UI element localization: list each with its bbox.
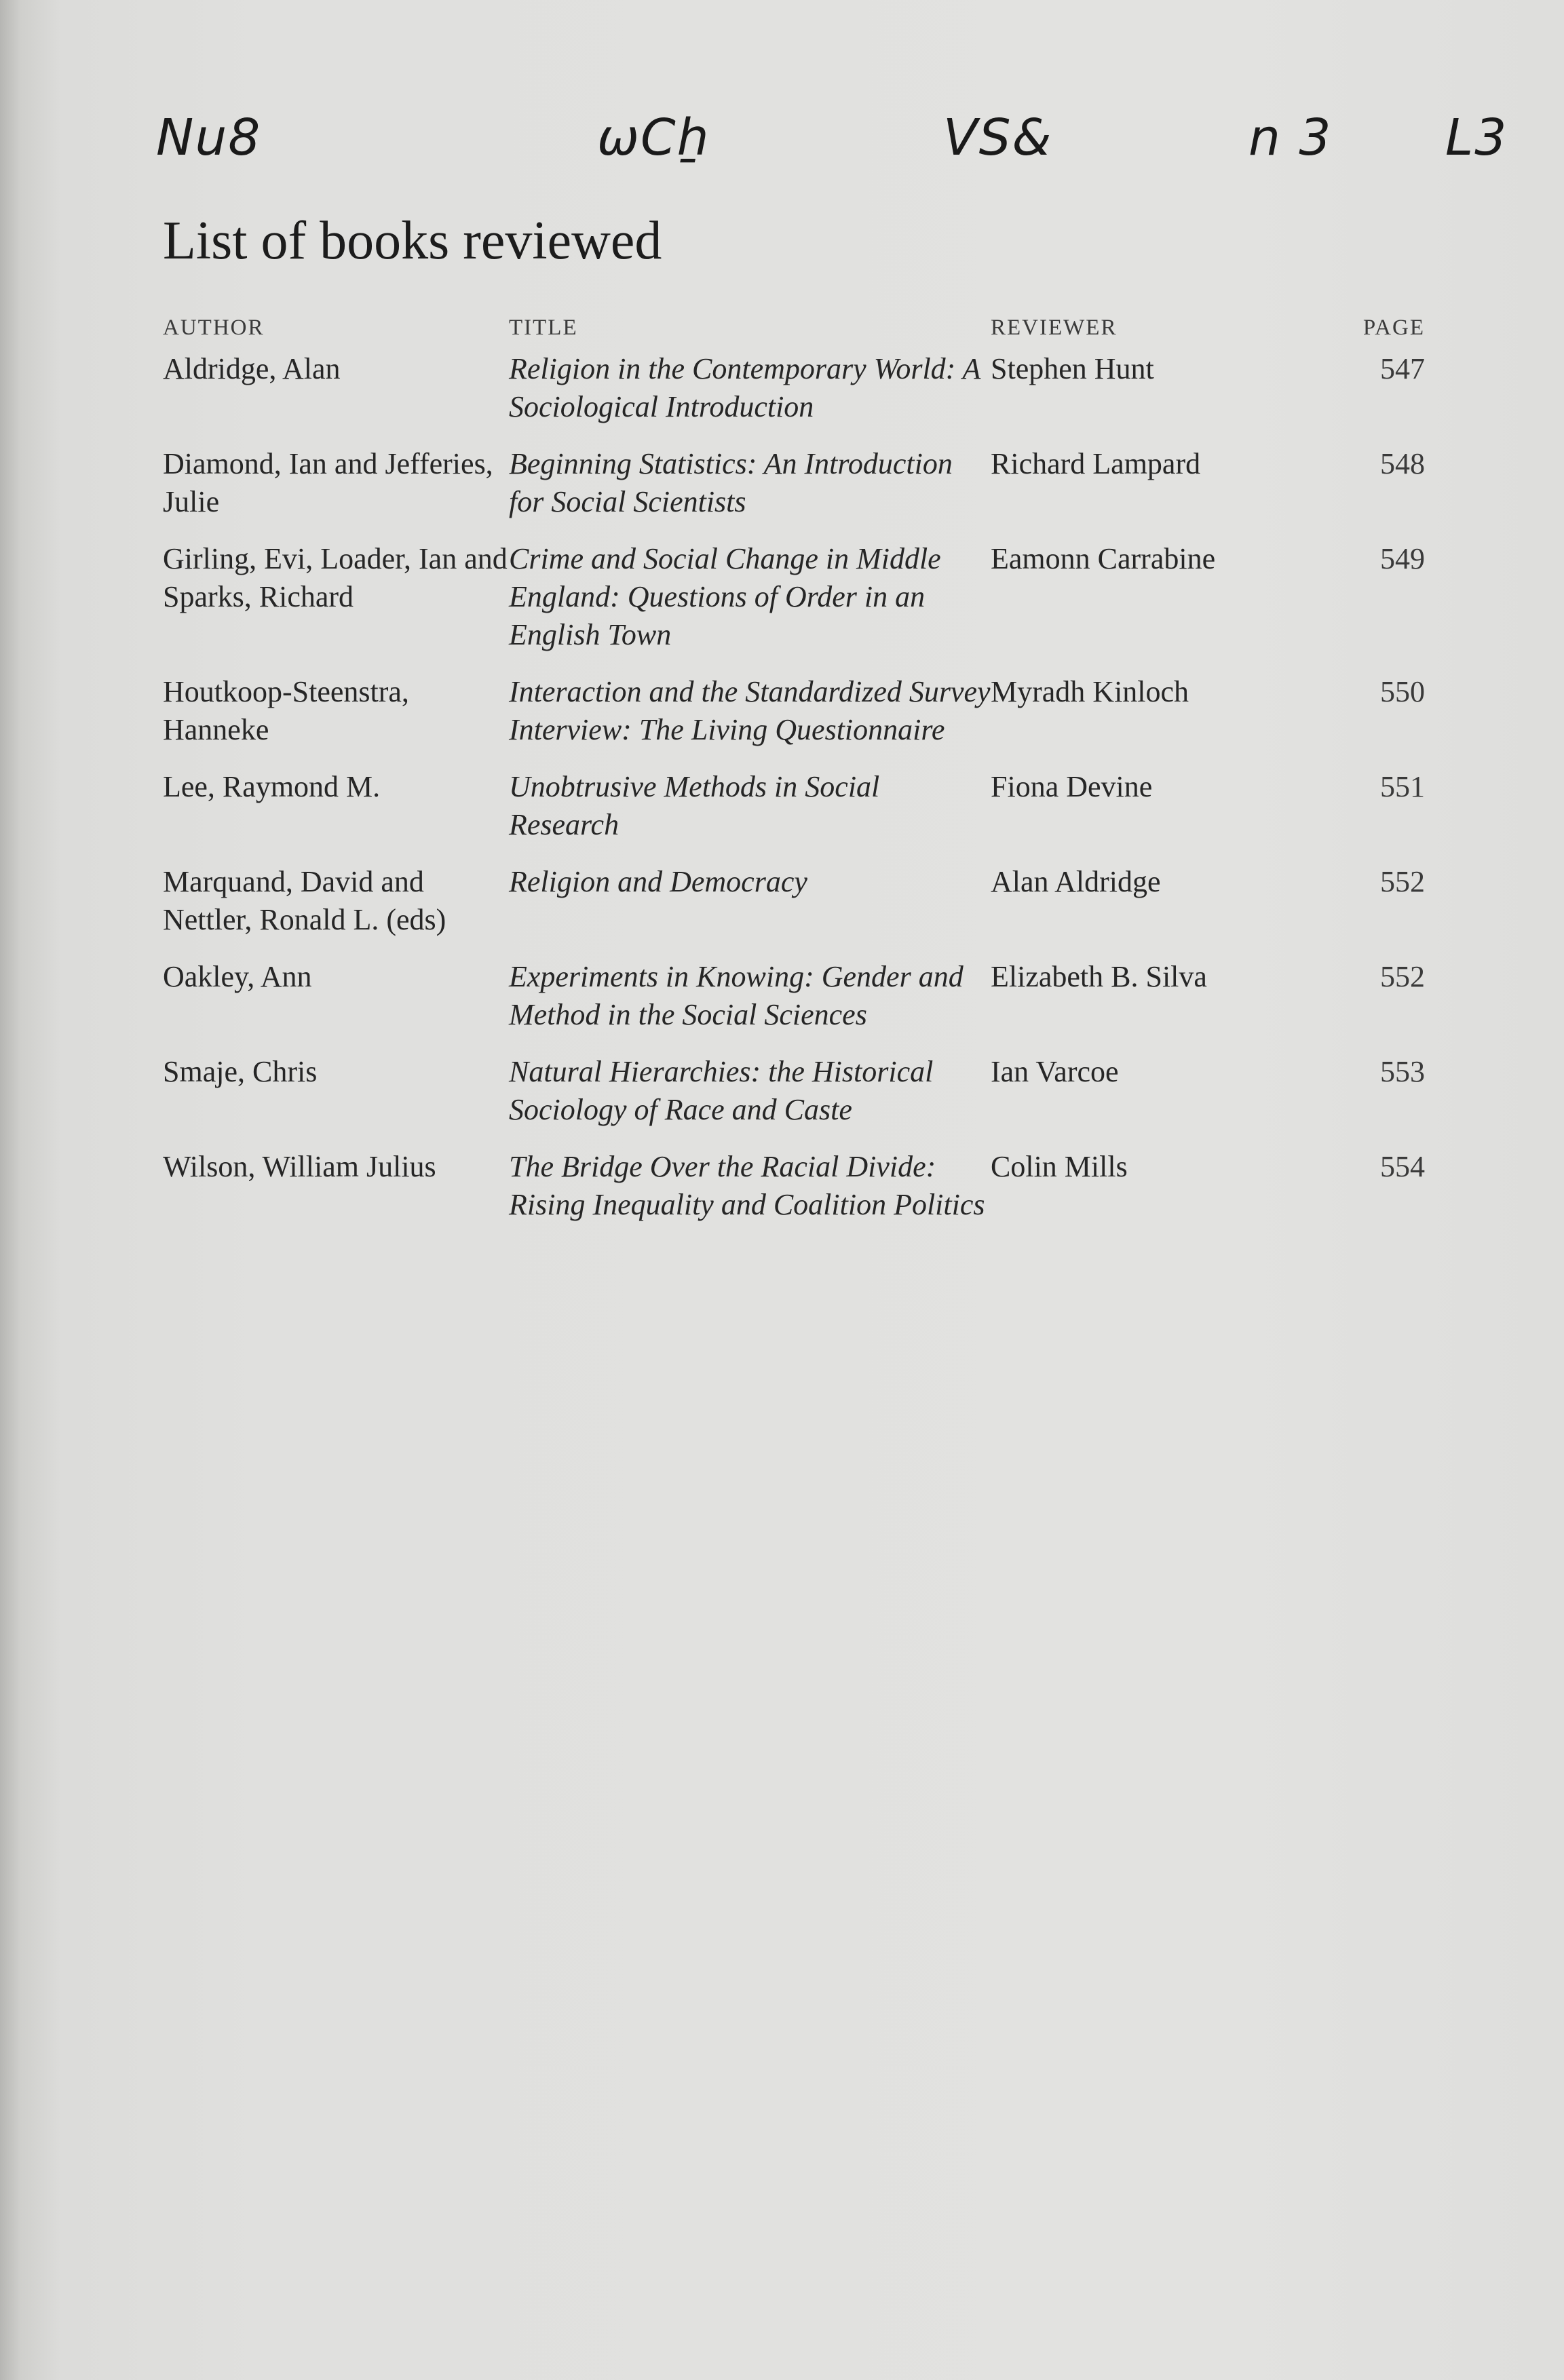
table-row [163,445,1425,540]
author-cell: Oakley, Ann [163,960,312,993]
title-cell: Religion and Democracy [509,865,807,898]
author-cell: Aldridge, Alan [163,352,341,385]
page-cell: 549 [1380,542,1425,575]
table-row [163,768,1425,863]
title-cell: Unobtrusive Methods in Social Research [509,770,880,841]
handwritten-mark: Nu8 [156,109,262,167]
page-cell: 552 [1380,960,1425,993]
page-title: List of books reviewed [163,211,662,271]
page-cell: 554 [1380,1150,1425,1183]
table-row [163,673,1425,768]
handwritten-mark: VS& [943,109,1053,167]
reviewer-cell: Alan Aldridge [991,865,1161,898]
page-cell: 553 [1380,1055,1425,1088]
page-cell: 547 [1380,352,1425,385]
column-header-author: AUTHOR [163,315,265,340]
column-header-reviewer: REVIEWER [991,315,1118,340]
title-cell: Religion in the Contemporary World: A Sociological Introduction [509,352,980,423]
author-cell: Houtkoop-Steenstra, Hanneke [163,675,409,746]
column-header-page: PAGE [1362,315,1425,340]
title-cell: Interaction and the Standardized Survey Interview: The Living Questionnaire [509,675,991,746]
author-cell: Lee, Raymond M. [163,770,381,803]
author-cell: Marquand, David and Nettler, Ronald L. (eds) [163,865,446,936]
reviewer-cell: Stephen Hunt [991,352,1154,385]
table-row [163,350,1425,445]
reviewer-cell: Richard Lampard [991,447,1201,480]
handwritten-mark: n 3 [1248,109,1333,167]
title-cell: Natural Hierarchies: the Historical Sociology of Race and Caste [509,1055,934,1126]
reviewer-cell: Ian Varcoe [991,1055,1119,1088]
page-cell: 550 [1380,675,1425,708]
table-row [163,540,1425,673]
reviewer-cell: Eamonn Carrabine [991,542,1216,575]
reviewer-cell: Fiona Devine [991,770,1153,803]
author-cell: Smaje, Chris [163,1055,318,1088]
table-row [163,863,1425,958]
title-cell: The Bridge Over the Racial Divide: Rising Inequality and Coalition Politics [509,1150,985,1221]
title-cell: Beginning Statistics: An Introduction for Social Scientists [509,447,953,518]
reviewer-cell: Myradh Kinloch [991,675,1189,708]
handwritten-mark: ωCẖ [597,109,710,167]
table-row [163,1148,1425,1243]
page-cell: 552 [1380,865,1425,898]
author-cell: Girling, Evi, Loader, Ian and Sparks, Richard [163,542,508,613]
reviewer-cell: Colin Mills [991,1150,1128,1183]
page-cell: 548 [1380,447,1425,480]
reviewer-cell: Elizabeth B. Silva [991,960,1207,993]
table-header-row [163,315,1425,350]
title-cell: Crime and Social Change in Middle England: Questions of Order in an English Town [509,542,941,651]
table-row [163,1053,1425,1148]
author-cell: Diamond, Ian and Jefferies, Julie [163,447,493,518]
books-reviewed-table [163,315,1425,1243]
table-row [163,958,1425,1053]
handwritten-mark: L3 [1445,109,1508,167]
page-cell: 551 [1380,770,1425,803]
column-header-title: TITLE [509,315,578,340]
author-cell: Wilson, William Julius [163,1150,436,1183]
title-cell: Experiments in Knowing: Gender and Method in the Social Sciences [509,960,964,1031]
